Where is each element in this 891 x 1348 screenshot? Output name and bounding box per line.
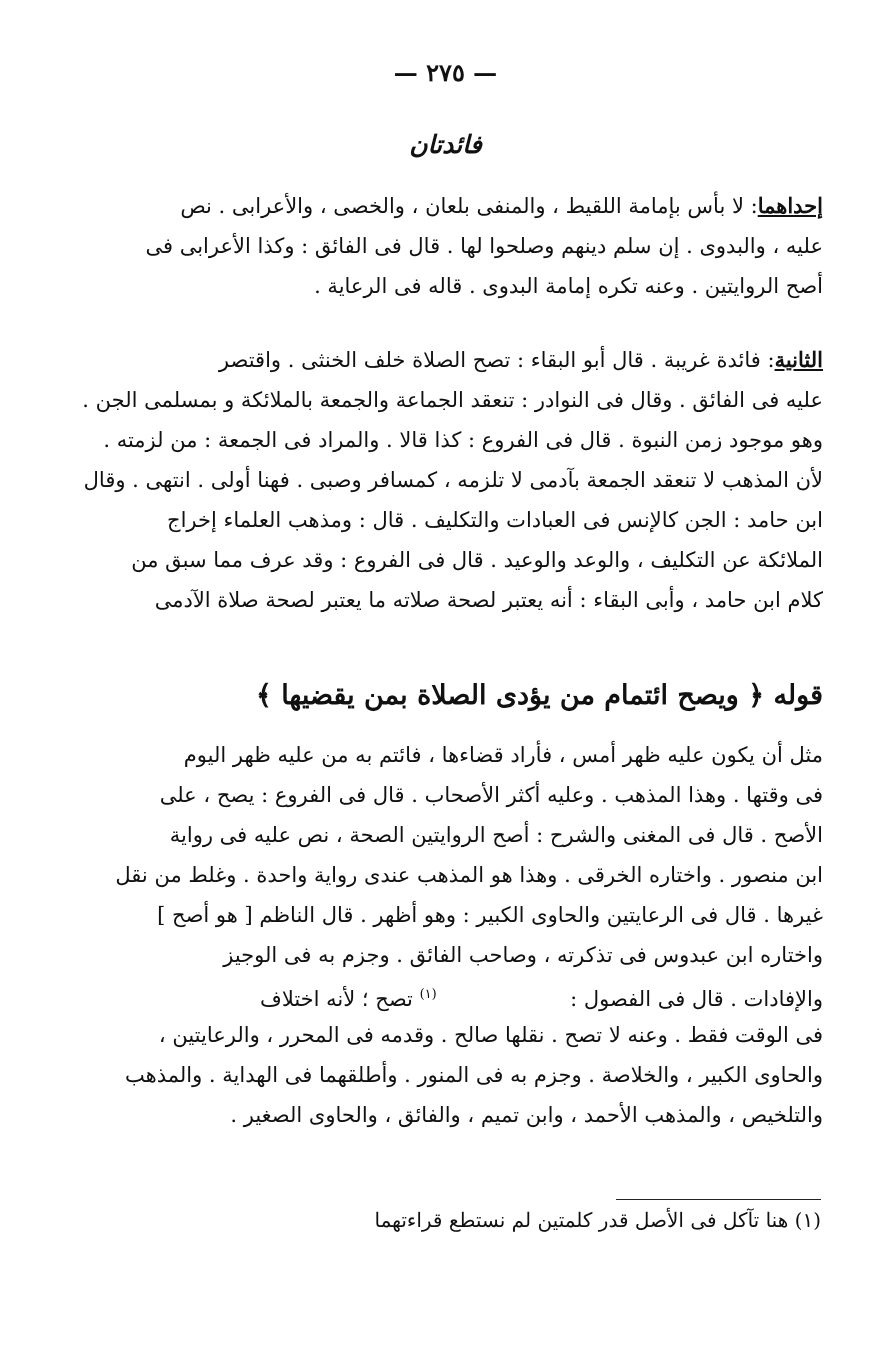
text-line: الملائكة عن التكليف ، والوعد والوعيد . قال فى الفروع : وقد عرف مما سبق من — [131, 548, 823, 572]
text-line — [63, 340, 823, 380]
paragraph-commentary — [63, 735, 823, 1135]
text-line — [63, 975, 823, 1015]
text-line: ابن حامد : الجن كالإنس فى العبادات والتكليف . قال : ومذهب العلماء إخراج — [167, 508, 823, 532]
text-line: لأن المذهب لا تنعقد الجمعة بآدمى لا تلزمه ، كمسافر وصبى . فهنا أولى . انتهى . وقال — [83, 468, 823, 492]
text-line: ابن منصور . واختاره الخرقى . وهذا هو المذهب عندى رواية واحدة . وغلط من نقل — [115, 863, 823, 887]
footnote-divider — [616, 1199, 821, 1200]
point-label: إحداهما — [757, 193, 823, 218]
text-line: فى وقتها . وهذا المذهب . وعليه أكثر الأصحاب . قال فى الفروع : يصح ، على — [159, 783, 823, 807]
text-run: : فائدة غريبة . قال أبو البقاء : تصح الصلاة خلف الخنثى . واقتصر — [218, 348, 775, 372]
text-line: غيرها . قال فى الرعايتين والحاوى الكبير : وهو أظهر . قال الناظم [ هو أصح ] — [157, 903, 823, 927]
page-number: — ٢٧٥ — — [393, 58, 498, 87]
section-heading: فائدتان — [409, 130, 482, 159]
text-run: : لا بأس بإمامة اللقيط ، والمنفى بلعان ، والخصى ، والأعرابى . نص — [180, 194, 758, 218]
text-line: والحاوى الكبير ، والخلاصة . وجزم به فى المنور . وأطلقهما فى الهداية . والمذهب — [125, 1063, 823, 1087]
text-line: وهو موجود زمن النبوة . قال فى الفروع : كذا قالا . والمراد فى الجمعة : من لزمته . — [103, 428, 823, 452]
text-line: أصح الروايتين . وعنه تكره إمامة البدوى . قاله فى الرعاية . — [314, 274, 823, 298]
text-line: واختاره ابن عبدوس فى تذكرته ، وصاحب الفائق . وجزم به فى الوجيز — [223, 943, 823, 967]
text-run: تصح ؛ لأنه اختلاف — [260, 987, 413, 1011]
text-line: كلام ابن حامد ، وأبى البقاء : أنه يعتبر لصحة صلاته ما يعتبر لصحة صلاة الآدمى — [154, 588, 823, 612]
text-line: عليه فى الفائق . وقال فى النوادر : تنعقد الجماعة والجمعة بالملائكة و بمسلمى الجن . — [82, 388, 823, 412]
paragraph-second-point — [63, 340, 823, 620]
text-line: والتلخيص ، والمذهب الأحمد ، وابن تميم ، والفائق ، والحاوى الصغير . — [230, 1103, 823, 1127]
footnote-reference: (١) — [419, 987, 437, 1002]
text-line: عليه ، والبدوى . إن سلم دينهم وصلحوا لها . قال فى الفائق : وكذا الأعرابى فى — [145, 234, 823, 258]
footnote: (١) هنا تآكل فى الأصل قدر كلمتين لم نستطع قراءتهما — [374, 1208, 821, 1232]
point-label: الثانية — [774, 347, 823, 372]
paragraph-first-point — [63, 186, 823, 306]
text-line: الأصح . قال فى المغنى والشرح : أصح الروايتين الصحة ، نص عليه فى رواية — [169, 823, 823, 847]
text-run: والإفادات . قال فى الفصول : — [570, 987, 823, 1011]
text-line — [63, 186, 823, 226]
text-line: فى الوقت فقط . وعنه لا تصح . نقلها صالح . وقدمه فى المحرر ، والرعايتين ، — [158, 1023, 823, 1047]
quoted-text-title: قوله ﴿ ويصح ائتمام من يؤدى الصلاة بمن يقضيها ﴾ — [255, 680, 823, 711]
text-line: مثل أن يكون عليه ظهر أمس ، فأراد قضاءها ، فائتم به من عليه ظهر اليوم — [183, 743, 823, 767]
